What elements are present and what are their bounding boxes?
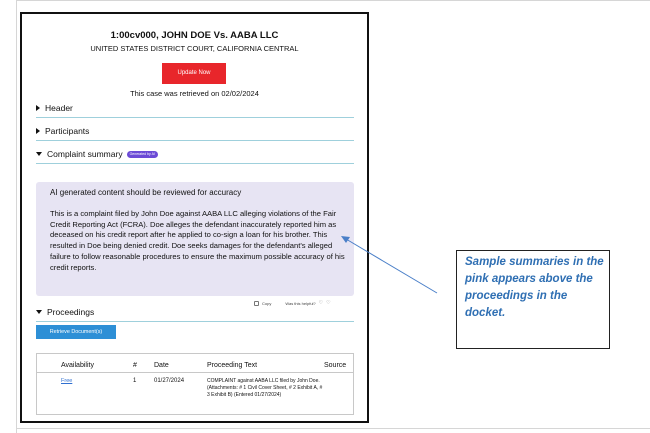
- entry-date: 01/27/2024: [154, 378, 185, 384]
- retrieved-date-text: This case was retrieved on 02/02/2024: [130, 89, 259, 98]
- retrieve-documents-button[interactable]: Retrieve Document(s): [36, 325, 116, 339]
- ai-generated-badge: Generated by AI: [127, 151, 158, 158]
- callout-text: Sample summaries in the pink appears above the proceedings in the docket.: [465, 256, 604, 319]
- column-header-number: #: [133, 362, 137, 369]
- helpful-label: Was this helpful?: [285, 301, 316, 306]
- entry-proceeding-text: COMPLAINT against AABA LLC filed by John Doe. (Attachments: # 1 Civil Cover Sheet, # 2 Exhibit A, # 3 Exhibit B) (Entered 01/27/2024): [207, 378, 323, 398]
- column-header-source: Source: [324, 362, 347, 369]
- entry-number: 1: [133, 378, 137, 384]
- case-title: 1:00cv000, JOHN DOE Vs. AABA LLC: [110, 30, 279, 41]
- thumbs-down-icon[interactable]: ♡: [326, 300, 331, 306]
- ai-accuracy-warning: AI generated content should be reviewed for accuracy: [50, 188, 242, 197]
- copy-label[interactable]: Copy: [262, 301, 272, 306]
- update-now-button[interactable]: Update Now: [162, 63, 226, 84]
- section-proceedings-label: Proceedings: [47, 307, 95, 317]
- callout-arrow-line: [346, 239, 437, 293]
- thumbs-up-icon[interactable]: ♡: [318, 300, 324, 306]
- section-header-label: Header: [45, 103, 73, 113]
- section-participants-label: Participants: [45, 126, 90, 136]
- callout-arrow-head: [341, 236, 350, 243]
- column-header-proceeding-text: Proceeding Text: [207, 362, 258, 369]
- column-header-date: Date: [154, 362, 169, 369]
- callout-box: [456, 250, 610, 349]
- column-header-availability: Availability: [61, 362, 94, 369]
- section-complaint-summary-label: Complaint summary: [47, 149, 123, 159]
- complaint-summary-text: This is a complaint filed by John Doe against AABA LLC alleging violations of the Fair Credit Reporting Act (FCRA). Doe alleges the defendant inaccurately reported him as deceased on his credit report after he applied to co-sign a loan for his brother. This resulted in Doe being denied credit. Doe seeks damages for the defendant's alleged failure to follow reasonable procedures to ensure the maximum possible accuracy of his credit reports.: [50, 209, 345, 272]
- court-name: UNITED STATES DISTRICT COURT, CALIFORNIA CENTRAL: [90, 44, 299, 53]
- availability-free-link[interactable]: Free: [61, 378, 73, 384]
